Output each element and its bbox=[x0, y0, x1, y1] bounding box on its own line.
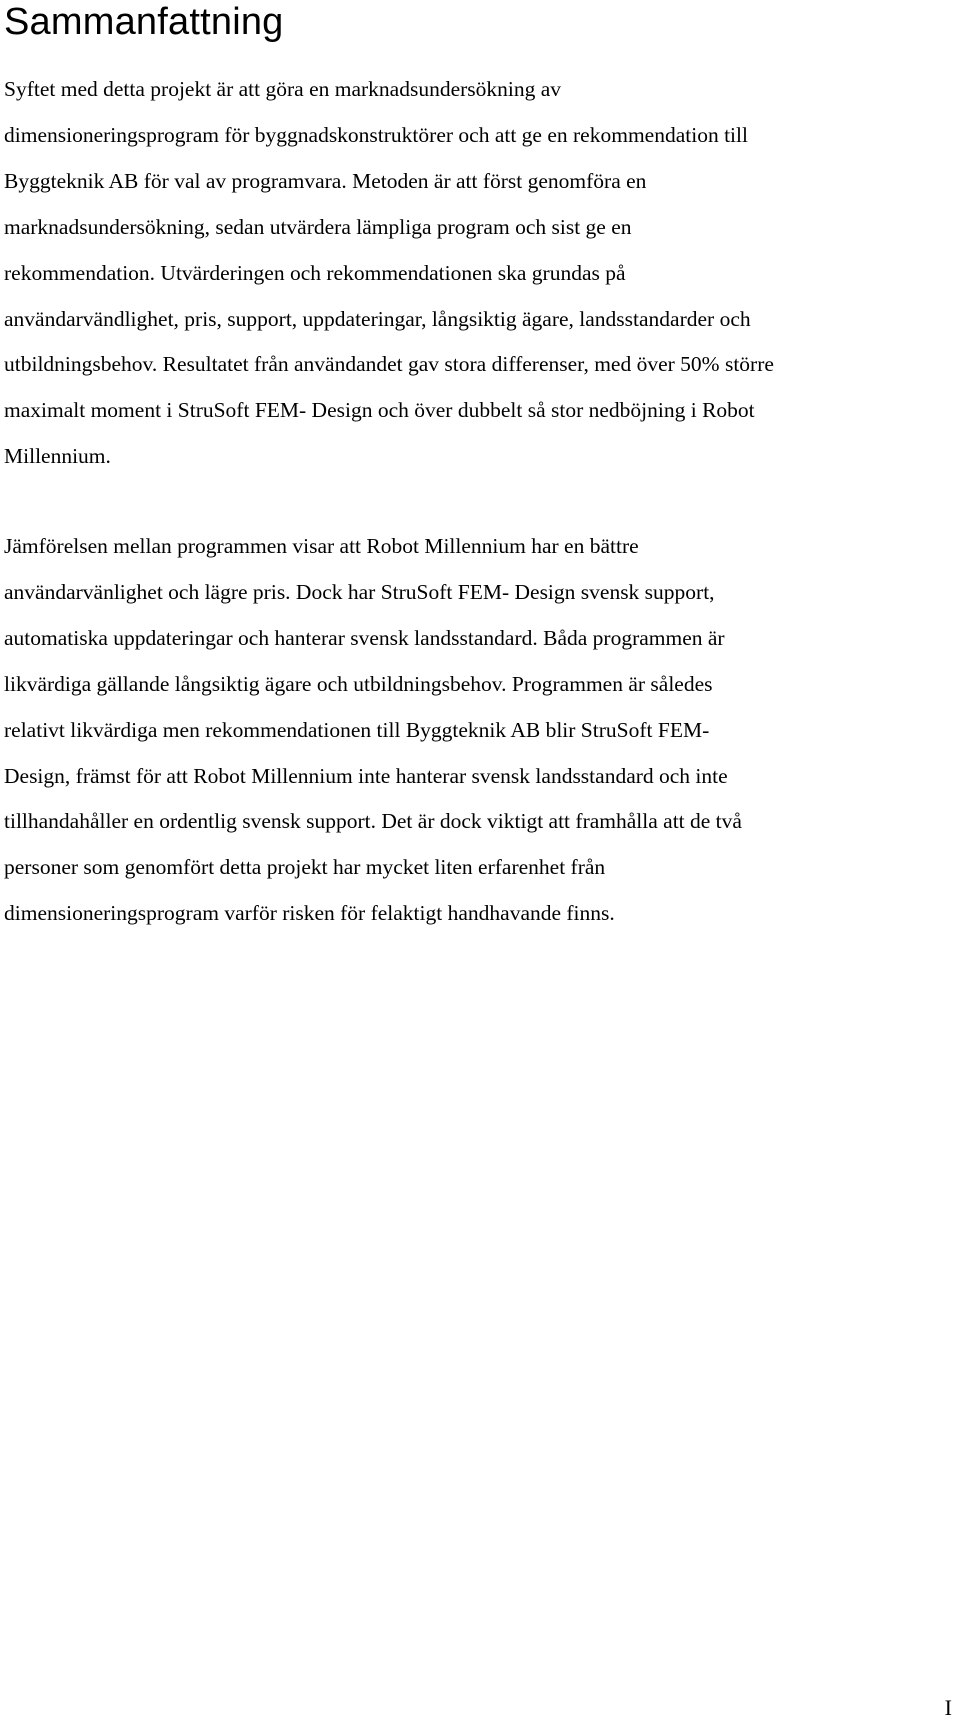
text-line: Millennium. bbox=[4, 444, 111, 469]
text-line: utbildningsbehov. Resultatet från användandet gav stora differenser, med över 50% större bbox=[4, 352, 774, 377]
text-line: Jämförelsen mellan programmen visar att Robot Millennium har en bättre bbox=[4, 534, 639, 558]
text-line: automatiska uppdateringar och hanterar svensk landsstandard. Båda programmen är bbox=[4, 625, 725, 650]
text-line: användarvändlighet, pris, support, uppdateringar, långsiktig ägare, landsstandarder och bbox=[4, 306, 751, 331]
text-line: likvärdiga gällande långsiktig ägare och utbildningsbehov. Programmen är således bbox=[4, 671, 713, 696]
summary-paragraph-2 bbox=[4, 524, 956, 937]
text-line: Syftet med detta projekt är att göra en marknadsundersökning av bbox=[4, 77, 562, 101]
text-line: Design, främst för att Robot Millennium inte hanterar svensk landsstandard och inte bbox=[4, 763, 728, 788]
page-number: I bbox=[944, 1695, 952, 1720]
text-line: användarvänlighet och lägre pris. Dock har StruSoft FEM- Design svensk support, bbox=[4, 579, 715, 604]
text-line: marknadsundersökning, sedan utvärdera lämpliga program och sist ge en bbox=[4, 214, 632, 239]
page-title: Sammanfattning bbox=[4, 1, 284, 43]
text-line: dimensioneringsprogram varför risken för felaktigt handhavande finns. bbox=[4, 901, 615, 926]
summary-paragraph-1 bbox=[4, 67, 956, 480]
text-line: personer som genomfört detta projekt har mycket liten erfarenhet från bbox=[4, 855, 606, 880]
text-line: maximalt moment i StruSoft FEM- Design och över dubbelt så stor nedböjning i Robot bbox=[4, 398, 755, 423]
text-line: relativt likvärdiga men rekommendationen till Byggteknik AB blir StruSoft FEM- bbox=[4, 717, 710, 742]
text-line: Byggteknik AB för val av programvara. Metoden är att först genomföra en bbox=[4, 168, 647, 193]
text-line: rekommendation. Utvärderingen och rekommendationen ska grundas på bbox=[4, 260, 626, 285]
text-line: dimensioneringsprogram för byggnadskonstruktörer och att ge en rekommendation till bbox=[4, 122, 748, 147]
text-line: tillhandahåller en ordentlig svensk support. Det är dock viktigt att framhålla att de två bbox=[4, 809, 742, 834]
